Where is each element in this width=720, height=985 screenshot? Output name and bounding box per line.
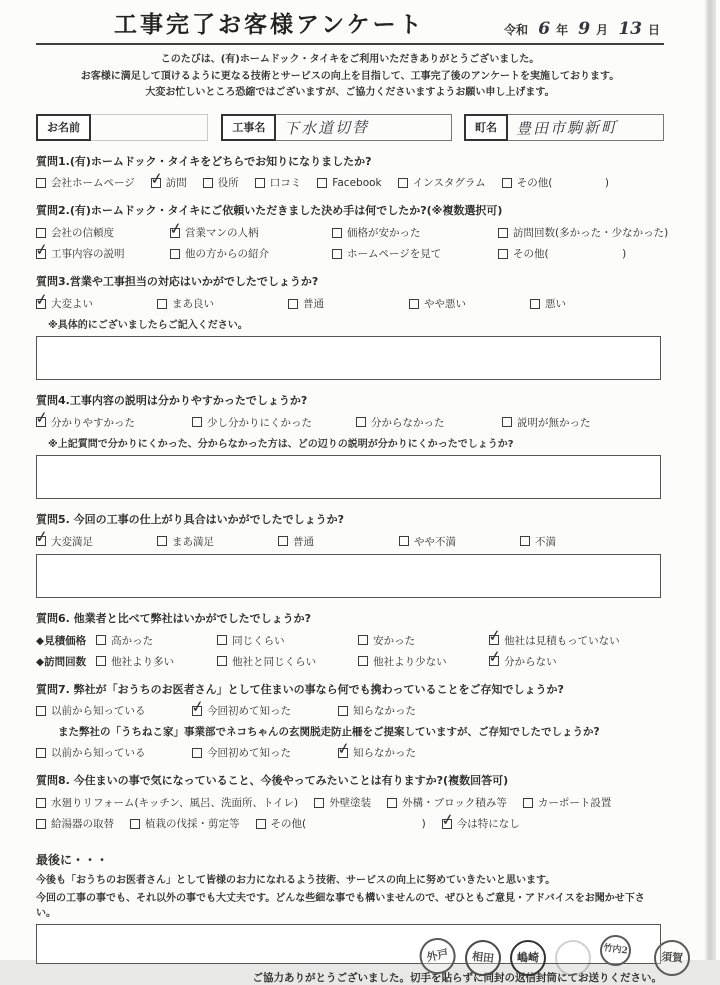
question-7-title: 質問7. 弊社が「おうちのお医者さん」として住まいの事なら何でも携わっていることをご存知でしょうか?: [36, 682, 564, 696]
page-title: 工事完了お客様アンケート: [114, 12, 425, 38]
checkbox[interactable]: [36, 798, 46, 808]
date-era: 令和: [504, 23, 529, 37]
q5-option-dissatisfied[interactable]: 不満: [520, 534, 556, 549]
question-2: [36, 204, 669, 261]
checkbox[interactable]: [489, 656, 499, 666]
checkbox[interactable]: [498, 228, 508, 238]
q7b-learned-now[interactable]: 今回初めて知った: [192, 745, 322, 760]
q2-option-price[interactable]: 価格が安かった: [332, 225, 482, 240]
q5-comment-box[interactable]: [36, 554, 661, 598]
intro-text: [36, 52, 664, 102]
final-line-2: 今回の工事の事でも、それ以外の事でも大丈夫です。どんな些細な事でも構いませんので、ぜひともご意見・アドバイスをお聞かせ下さい。: [36, 893, 645, 920]
question-1: [36, 155, 664, 191]
question-2-title: 質問2.(有)ホームドック・タイキにご依頼いただきました決め手は何でしたか?(※複数選択可): [36, 204, 503, 218]
q2-option-visit-count[interactable]: 訪問回数(多かった・少なかった): [498, 225, 668, 240]
date-day-unit: 日: [647, 23, 660, 37]
q7b-knew-before[interactable]: 以前から知っている: [36, 745, 176, 760]
intro-line-2: お客様に満足して頂けるように更なる技術とサービスの向上を目指して、工事完了後のアンケートを実施しております。: [80, 70, 620, 82]
q6-visits-fewer[interactable]: 他社より少ない: [358, 654, 473, 669]
q6-visits-same[interactable]: 他社と同じくらい: [217, 654, 342, 669]
question-2-options-row-1: [36, 225, 669, 240]
q1-option-visit[interactable]: ✓ 訪問: [151, 175, 187, 190]
q5-option-fairly-satisfied[interactable]: まあ満足: [157, 534, 262, 549]
q7a-knew-before[interactable]: 以前から知っている: [36, 703, 176, 718]
scan-edge-shadow: [704, 0, 716, 960]
question-6-title: 質問6. 他業者と比べて弊社はいかがでしたでしょうか?: [36, 611, 312, 625]
q6-price-label: ◆見積価格: [36, 634, 87, 647]
q4-comment-box[interactable]: [36, 455, 661, 499]
date-day-handwritten: 13: [618, 19, 642, 39]
date-month-handwritten: 9: [578, 19, 591, 39]
date-year-handwritten: 6: [538, 19, 551, 39]
q5-option-average[interactable]: 普通: [278, 534, 383, 549]
checkbox[interactable]: [387, 798, 397, 808]
q8-option-carport[interactable]: カーポート設置: [523, 795, 612, 810]
q6-visits-more[interactable]: 他社より多い: [96, 654, 201, 669]
question-3-options: [36, 296, 664, 311]
checkbox[interactable]: [217, 635, 227, 645]
checkbox[interactable]: [489, 635, 499, 645]
hanko-stamp-6: 須賀: [653, 939, 691, 977]
checkbox[interactable]: [317, 178, 327, 188]
q4-option-easy[interactable]: ✓ 分かりやすかった: [36, 415, 176, 430]
question-6: [36, 612, 664, 669]
checkbox[interactable]: [338, 706, 348, 716]
hanko-stamp-2: 相田: [463, 938, 503, 978]
checkbox[interactable]: [332, 249, 342, 259]
checkbox[interactable]: [36, 706, 46, 716]
q1-option-facebook[interactable]: Facebook: [317, 177, 381, 189]
question-4-options: [36, 415, 664, 430]
hanko-stamp-3: 嶋崎: [510, 940, 546, 976]
q4-option-not-understood[interactable]: 分からなかった: [356, 415, 486, 430]
question-3-note: ※具体的にございましたらご記入ください。: [48, 320, 248, 332]
town-name-field[interactable]: [508, 114, 664, 141]
q6-price-same[interactable]: 同じくらい: [217, 633, 342, 648]
q7b-did-not-know[interactable]: ✓ 知らなかった: [338, 745, 416, 760]
q4-option-somewhat-hard[interactable]: 少し分かりにくかった: [192, 415, 340, 430]
checkbox[interactable]: [36, 748, 46, 758]
town-name-value: 豊田市駒新町: [515, 117, 619, 138]
checkbox[interactable]: [520, 536, 530, 546]
checkbox[interactable]: [332, 228, 342, 238]
checkbox[interactable]: [256, 819, 266, 829]
header: [36, 6, 664, 45]
question-6-row-visits: [36, 654, 664, 669]
work-name-value: 下水道切替: [284, 117, 370, 138]
checkbox[interactable]: [288, 299, 298, 309]
intro-line-1: このたびは、(有)ホームドック・タイキをご利用いただきありがとうございました。: [160, 54, 540, 65]
checkbox[interactable]: [502, 178, 512, 188]
checkbox[interactable]: [358, 635, 368, 645]
question-8-title: 質問8. 今住まいの事で気になっていること、今後やってみたいことは有りますか?(複数回答可): [36, 774, 509, 788]
question-5: [36, 513, 664, 598]
q7a-learned-now[interactable]: ✓ 今回初めて知った: [192, 703, 322, 718]
checkbox[interactable]: [36, 249, 46, 259]
q1-option-homepage[interactable]: 会社ホームページ: [36, 175, 135, 190]
name-field[interactable]: [91, 114, 208, 141]
q8-option-exterior-block[interactable]: 外構・ブロック積み等: [387, 795, 507, 810]
checkbox[interactable]: [170, 249, 180, 259]
question-1-options: [36, 175, 664, 190]
info-row: [36, 114, 664, 141]
q4-option-no-explanation[interactable]: 説明が無かった: [502, 415, 591, 430]
checkbox[interactable]: [96, 635, 106, 645]
stamp-row: [420, 940, 690, 976]
date-month-unit: 月: [596, 23, 609, 37]
q6-visits-label: ◆訪問回数: [36, 655, 87, 668]
checkbox[interactable]: [442, 819, 452, 829]
q5-option-very-satisfied[interactable]: ✓ 大変満足: [36, 534, 141, 549]
hanko-stamp-1: 外戸: [416, 935, 459, 978]
question-8-options-row-2: [36, 816, 664, 831]
name-label: お名前: [36, 114, 91, 141]
checkbox[interactable]: [36, 417, 46, 427]
footer-thanks-text: ご協力ありがとうございました。切手を貼らずに同封の返信封筒にてお送りください。: [252, 972, 662, 985]
question-4-title: 質問4.工事内容の説明は分かりやすかったでしょうか?: [36, 394, 308, 408]
q3-option-fairly-good[interactable]: まあ良い: [157, 296, 272, 311]
checkbox[interactable]: [523, 798, 533, 808]
q2-option-salesperson[interactable]: ✓ 営業マンの人柄: [170, 225, 316, 240]
question-5-options: [36, 534, 664, 549]
question-7-subtitle: また弊社の「うちねこ家」事業部でネコちゃんの玄関脱走防止柵をご提案していますが、ご存知でしたでしょうか?: [58, 726, 600, 739]
hanko-stamp-5: 竹内2: [598, 933, 633, 968]
q3-comment-box[interactable]: [36, 336, 661, 380]
hanko-stamp-4-faint: [555, 940, 591, 976]
q8-option-nothing-now[interactable]: ✓ 今は特になし: [442, 816, 520, 831]
q8-option-water-heater[interactable]: 給湯器の取替: [36, 816, 114, 831]
checkbox[interactable]: [157, 299, 167, 309]
checkbox[interactable]: [192, 748, 202, 758]
checkbox[interactable]: [217, 656, 227, 666]
work-name-field[interactable]: [276, 114, 452, 141]
q1-option-other[interactable]: その他( ): [502, 175, 609, 190]
question-8-options-row-1: [36, 795, 664, 810]
date-year-unit: 年: [556, 23, 569, 37]
final-line-1: 今後も「おうちのお医者さん」として皆様のお力になれるよう技術、サービスの向上に努めていきたいと思います。: [36, 875, 556, 887]
checkbox[interactable]: [192, 706, 202, 716]
date-line: [504, 19, 660, 39]
checkbox[interactable]: [358, 656, 368, 666]
q7a-did-not-know[interactable]: 知らなかった: [338, 703, 416, 718]
q5-option-somewhat-dissatisfied[interactable]: やや不満: [399, 534, 504, 549]
question-2-options-row-2: [36, 246, 664, 261]
checkbox[interactable]: [151, 178, 161, 188]
checkbox[interactable]: [36, 536, 46, 546]
checkbox[interactable]: [398, 178, 408, 188]
q2-option-referral[interactable]: 他の方からの紹介: [170, 246, 316, 261]
checkbox[interactable]: [502, 417, 512, 427]
checkbox[interactable]: [356, 417, 366, 427]
question-7: [36, 683, 664, 761]
checkbox[interactable]: [96, 656, 106, 666]
checkbox[interactable]: [130, 819, 140, 829]
q8-option-water-reform[interactable]: 水廻りリフォーム(キッチン、風呂、洗面所、トイレ): [36, 795, 298, 810]
q6-price-cheap[interactable]: 安かった: [358, 633, 473, 648]
checkbox[interactable]: [399, 536, 409, 546]
q1-option-word-of-mouth[interactable]: 口コミ: [255, 175, 302, 190]
q3-option-bad[interactable]: 悪い: [530, 296, 566, 311]
q2-option-explanation[interactable]: ✓ 工事内容の説明: [36, 246, 154, 261]
checkbox[interactable]: [255, 178, 265, 188]
checkbox[interactable]: [36, 228, 46, 238]
q2-option-trust[interactable]: 会社の信頼度: [36, 225, 154, 240]
checkbox[interactable]: [409, 299, 419, 309]
question-4-note: ※上記質問で分かりにくかった、分からなかった方は、どの辺りの説明が分かりにくかったでしょうか?: [48, 438, 514, 450]
checkbox[interactable]: [192, 417, 202, 427]
q8-option-tree-pruning[interactable]: 植栽の伐採・剪定等: [130, 816, 240, 831]
checkbox[interactable]: [36, 819, 46, 829]
checkbox[interactable]: [498, 249, 508, 259]
q1-option-instagram[interactable]: インスタグラム: [398, 175, 486, 190]
question-1-title: 質問1.(有)ホームドック・タイキをどちらでお知りになりましたか?: [36, 154, 372, 168]
question-7-options-1: [36, 703, 664, 718]
q6-price-expensive[interactable]: 高かった: [96, 633, 201, 648]
final-heading: 最後に・・・: [36, 853, 109, 868]
q6-visits-unknown[interactable]: ✓ 分からない: [489, 654, 557, 669]
question-6-row-price: [36, 633, 664, 648]
question-5-title: 質問5. 今回の工事の仕上がり具合はいかがでしたでしょうか?: [36, 512, 345, 526]
q8-option-exterior-paint[interactable]: 外壁塗装: [314, 795, 371, 810]
checkbox[interactable]: [314, 798, 324, 808]
q8-option-other[interactable]: その他( ): [256, 816, 426, 831]
checkbox[interactable]: [278, 536, 288, 546]
q2-option-other[interactable]: その他( ): [498, 246, 626, 261]
checkbox[interactable]: [203, 178, 213, 188]
checkbox[interactable]: [170, 228, 180, 238]
q3-option-very-good[interactable]: ✓ 大変よい: [36, 296, 141, 311]
q3-option-somewhat-bad[interactable]: やや悪い: [409, 296, 514, 311]
q1-option-city-office[interactable]: 役所: [203, 175, 239, 190]
intro-line-3: 大変お忙しいところ恐縮ではございますが、ご協力くださいますようお願い申し上げます。: [145, 87, 555, 98]
question-3: [36, 275, 664, 380]
question-3-title: 質問3.営業や工事担当の対応はいかがでしたでしょうか?: [36, 275, 319, 289]
checkbox[interactable]: [36, 299, 46, 309]
work-name-label: 工事名: [221, 114, 276, 141]
checkbox[interactable]: [36, 178, 46, 188]
q6-price-no-other-quote[interactable]: ✓ 他社は見積もっていない: [489, 633, 620, 648]
question-4: [36, 394, 664, 499]
town-name-label: 町名: [464, 114, 508, 141]
checkbox[interactable]: [157, 536, 167, 546]
checkbox[interactable]: [530, 299, 540, 309]
q2-option-homepage[interactable]: ホームページを見て: [332, 246, 482, 261]
checkbox[interactable]: [338, 748, 348, 758]
question-7-options-2: [36, 745, 664, 760]
q3-option-average[interactable]: 普通: [288, 296, 393, 311]
question-8: [36, 774, 664, 831]
